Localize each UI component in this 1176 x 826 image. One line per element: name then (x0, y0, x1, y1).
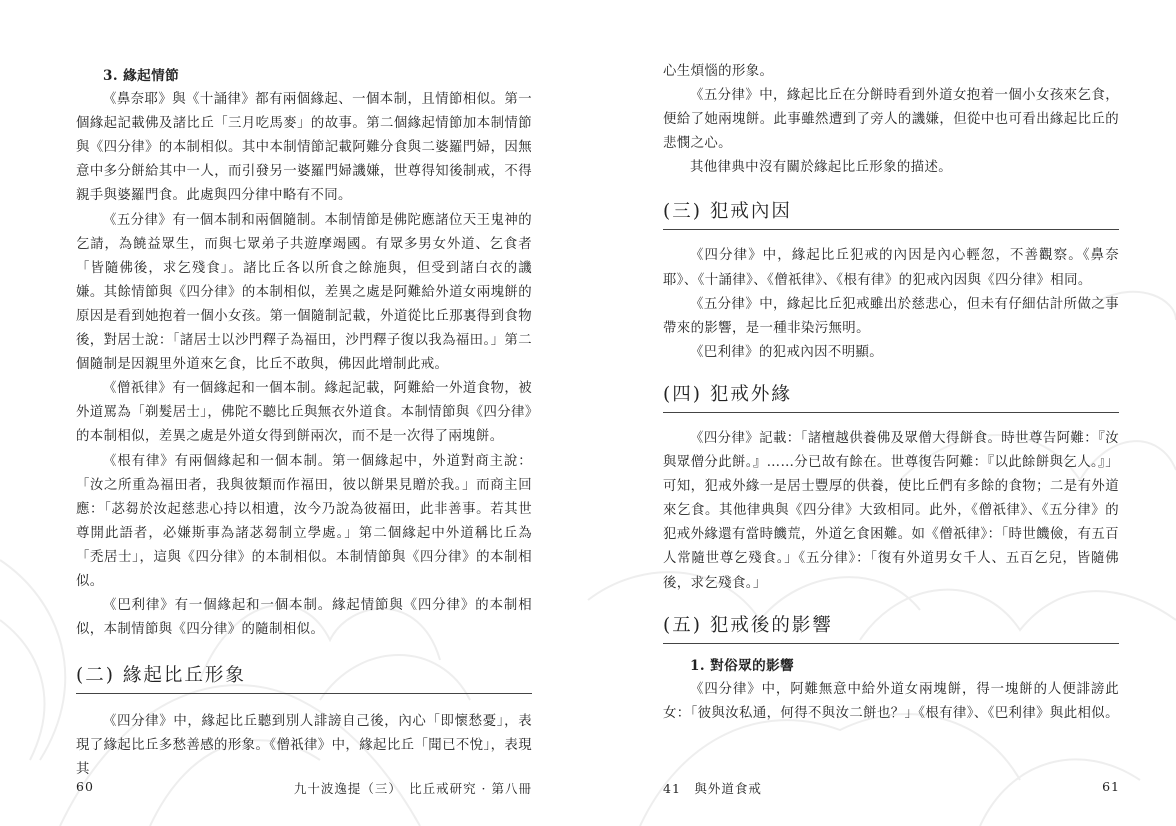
subsection-heading-lay-impact: 1. 對俗眾的影響 (690, 657, 795, 674)
right-text-column (663, 60, 1119, 726)
paragraph: 《鼻奈耶》與《十誦律》都有兩個緣起、一個本制，且情節相似。第一個緣起記載佛及諸比丘「三月吃馬麥」的故事。第二個緣起情節加本制情節與《四分律》的本制相似。其中本制情節記載阿難分食與二婆羅門婦，因無意中多分餅給其中一人，而引發另一婆羅門婦譏嫌，世尊得知後制戒，不得親手與婆羅門食。此處與四分律中略有不同。 (76, 92, 532, 204)
paragraph: 《四分律》中，緣起比丘犯戒的內因是內心輕忽，不善觀察。《鼻奈耶》、《十誦律》、《僧祇律》、《根有律》的犯戒內因與《四分律》相同。 (663, 248, 1119, 288)
page-number-left: 60 (76, 779, 94, 794)
section-heading-external-condition: (四) 犯戒外緣 (663, 383, 1119, 413)
paragraph: 其他律典中沒有關於緣起比丘形象的描述。 (690, 160, 953, 176)
section-heading-bhikkhu-image: (二) 緣起比丘形象 (76, 664, 532, 694)
subsection-heading-origin: 3. 緣起情節 (103, 68, 180, 84)
section-heading-impact: (五) 犯戒後的影響 (663, 614, 1119, 644)
running-title-left: 九十波逸提（三） 比丘戒研究 · 第八冊 (293, 781, 532, 796)
right-page (588, 0, 1176, 826)
paragraph-continuation: 心生煩惱的形象。 (663, 64, 774, 79)
section-heading-internal-cause: (三) 犯戒內因 (663, 200, 1119, 230)
paragraph: 《五分律》中，緣起比丘犯戒雖出於慈悲心，但未有仔細估計所做之事帶來的影響，是一種非染污無明。 (663, 296, 1119, 336)
paragraph: 《四分律》中，阿難無意中給外道女兩塊餅，得一塊餅的人便誹謗此女：「彼與汝私通，何得不與汝二餅也？」《根有律》、《巴利律》與此相似。 (663, 681, 1119, 721)
page-number-right: 61 (1102, 779, 1120, 794)
paragraph: 《四分律》記載：「諸檀越供養佛及眾僧大得餅食。時世尊告阿難：『汝與眾僧分此餅。』……分已故有餘在。世尊復告阿難：『以此餘餅與乞人。』」可知，犯戒外緣一是居士豐厚的供養，使比丘們有多餘的食物；二是有外道來乞食。其他律典與《四分律》大致相同。此外，《僧祇律》、《五分律》的犯戒外緣還有當時饑荒，外道乞食困難。如《僧祇律》：「時世饑儉，有五百人常隨世尊乞殘食。」《五分律》：「復有外道男女千人、五百乞兒，皆隨佛後，求乞殘食。」 (663, 430, 1119, 591)
paragraph: 《巴利律》有一個緣起和一個本制。緣起情節與《四分律》的本制相似，本制情節與《四分律》的隨制相似。 (76, 598, 532, 638)
paragraph: 《五分律》中，緣起比丘在分餅時看到外道女抱着一個小女孩來乞食，便給了她兩塊餅。此事雖然遭到了旁人的譏嫌，但從中也可看出緣起比丘的悲憫之心。 (663, 88, 1119, 152)
paragraph: 《根有律》有兩個緣起和一個本制。第一個緣起中，外道對商主說：「汝之所重為福田者，我與彼類而作福田，彼以餅果見贈於我。」而商主回應：「苾芻於汝起慈悲心持以相遺，汝今乃說為彼福田，此非善事。若其世尊開此語者，必嫌斯事為諸苾芻制立學處。」第二個緣起中外道稱比丘為「禿居士」，這與《四分律》的本制相似。本制情節與《四分律》的本制相似。 (76, 453, 532, 589)
paragraph: 《五分律》有一個本制和兩個隨制。本制情節是佛陀應諸位天王鬼神的乞請，為饒益眾生，而與七眾弟子共遊摩竭國。有眾多男女外道、乞食者「皆隨佛後，求乞殘食」。諸比丘各以所食之餘施與，但受到諸白衣的譏嫌。其餘情節與《四分律》的本制相似，差異之處是阿難給外道女兩塊餅的原因是看到她抱着一個小女孩。第一個隨制記載，外道從比丘那裏得到食物後，對居士說：「諸居士以沙門釋子為福田，沙門釋子復以我為福田。」第二個隨制是因親里外道來乞食，比丘不敢與，佛因此增制此戒。 (76, 212, 532, 373)
paragraph: 《巴利律》的犯戒內因不明顯。 (690, 344, 884, 360)
paragraph: 《四分律》中，緣起比丘聽到別人誹謗自己後，內心「即懷愁憂」，表現了緣起比丘多愁善感的形象。《僧祇律》中，緣起比丘「聞已不悅」，表現其 (76, 714, 532, 778)
paragraph: 《僧祇律》有一個緣起和一個本制。緣起記載，阿難給一外道食物，被外道罵為「剃髮居士」，佛陀不聽比丘與無衣外道食。本制情節與《四分律》的本制相似，差異之處是外道女得到餅兩次，而不是一次得了兩塊餅。 (76, 381, 532, 445)
left-text-column (76, 64, 532, 783)
running-title-right: 41 與外道食戒 (663, 781, 762, 796)
